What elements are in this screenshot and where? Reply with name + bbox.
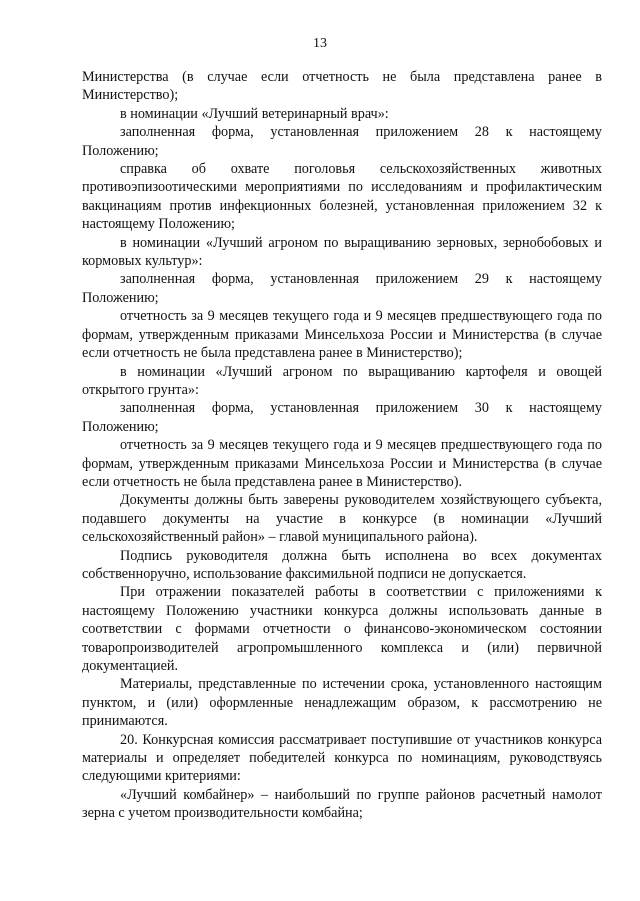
paragraph: в номинации «Лучший агроном по выращиванию картофеля и овощей открытого грунта»: bbox=[82, 363, 602, 398]
paragraph: справка об охвате поголовья сельскохозяйственных животных противоэпизоотическими мероприятиями по исследованиям и профилактическим вакцинациям против инфекционных болезней, установленная приложением 32 к настоящему Положению; bbox=[82, 161, 602, 233]
paragraph: При отражении показателей работы в соответствии с приложениями к настоящему Положению участники конкурса должны использовать данные в соответствии с формами отчетности о финансово-экономическом состоянии товаропроизводителей агропромышленного комплекса и (или) первичной документацией. bbox=[82, 584, 602, 674]
paragraph: Министерства (в случае если отчетность не была представлена ранее в Министерство); bbox=[82, 69, 602, 104]
paragraph: отчетность за 9 месяцев текущего года и 9 месяцев предшествующего года по формам, утвержденным приказами Минсельхоза России и Министерства (в случае если отчетность не была представлена ранее в Министерство). bbox=[82, 437, 602, 490]
page-number: 13 bbox=[313, 36, 327, 51]
paragraph: заполненная форма, установленная приложением 28 к настоящему Положению; bbox=[82, 124, 602, 159]
paragraph: заполненная форма, установленная приложением 29 к настоящему Положению; bbox=[82, 271, 602, 306]
document-body bbox=[82, 68, 602, 823]
paragraph: отчетность за 9 месяцев текущего года и 9 месяцев предшествующего года по формам, утвержденным приказами Минсельхоза России и Министерства (в случае если отчетность не была представлена ранее в Министерство); bbox=[82, 308, 602, 362]
paragraph: заполненная форма, установленная приложением 30 к настоящему Положению; bbox=[82, 400, 602, 435]
paragraph: «Лучший комбайнер» – наибольший по группе районов расчетный намолот зерна с учетом производительности комбайна; bbox=[82, 786, 602, 822]
paragraph: Подпись руководителя должна быть исполнена во всех документах собственноручно, использование факсимильной подписи не допускается. bbox=[82, 547, 602, 582]
paragraph: 20. Конкурсная комиссия рассматривает поступившие от участников конкурса материалы и определяет победителей конкурса по номинациям, руководствуясь следующими критериями: bbox=[82, 731, 602, 785]
paragraph: в номинации «Лучший ветеринарный врач»: bbox=[120, 105, 389, 122]
paragraph: в номинации «Лучший агроном по выращиванию зерновых, зернобобовых и кормовых культур»: bbox=[82, 234, 602, 270]
paragraph: Документы должны быть заверены руководителем хозяйствующего субъекта, подавшего документы на участие в конкурсе (в номинации «Лучший сельскохозяйственный район» – главой муниципального района). bbox=[82, 492, 602, 546]
paragraph: Материалы, представленные по истечении срока, установленного настоящим пунктом, и (или) оформленные ненадлежащим образом, к рассмотрению не принимаются. bbox=[82, 676, 602, 730]
